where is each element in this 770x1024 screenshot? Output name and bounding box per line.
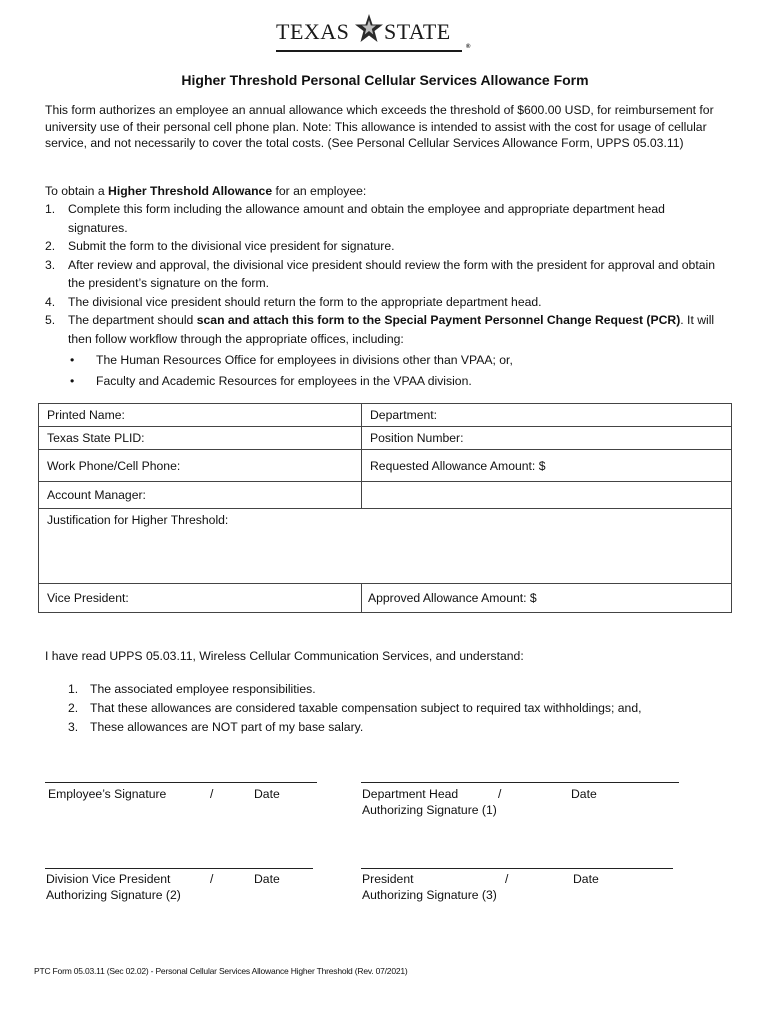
form-footer: PTC Form 05.03.11 (Sec 02.02) - Personal Cellular Services Allowance Higher Threshold (Rev. 07/2021) (34, 966, 408, 976)
office-list (68, 350, 725, 392)
ack-text: The associated employee responsibilities. (90, 682, 316, 696)
obtain-prefix: To obtain a (45, 184, 109, 198)
step-number: 3. (45, 257, 56, 272)
step-item (45, 200, 725, 237)
employee-signature-line[interactable] (45, 782, 317, 783)
employee-signature-label: Employee’s Signature (48, 787, 167, 801)
step-item (45, 311, 725, 392)
division-vp-label: Division Vice President (46, 872, 171, 886)
logo-text-right: STATE (384, 19, 451, 44)
phone-field[interactable]: Work Phone/Cell Phone: (39, 450, 362, 482)
ack-text: That these allowances are considered taxable compensation subject to required tax withholdings; and, (90, 701, 642, 715)
slash-separator: / (210, 872, 214, 886)
step-number: 1. (45, 202, 56, 216)
step-item (45, 237, 725, 256)
step-item (45, 256, 725, 293)
office-text: The Human Resources Office for employees in divisions other than VPAA; or, (96, 353, 513, 367)
office-text: Faculty and Academic Resources for employees in the VPAA division. (96, 374, 472, 388)
printed-name-field[interactable]: Printed Name: (39, 404, 362, 427)
division-vp-sub-label: Authorizing Signature (2) (46, 888, 181, 902)
ack-number: 2. (68, 701, 79, 715)
obtain-instruction (45, 184, 366, 198)
step-text: Submit the form to the divisional vice president for signature. (68, 239, 395, 253)
division-vp-signature-line[interactable] (45, 868, 313, 869)
employee-info-table (38, 403, 732, 613)
president-label: President (362, 872, 414, 886)
form-title: Higher Threshold Personal Cellular Services Allowance Form (181, 72, 589, 88)
office-list-item (68, 350, 725, 371)
slash-separator: / (210, 787, 214, 801)
step-number: 5. (45, 313, 56, 327)
ack-item (68, 699, 641, 718)
obtain-suffix: for an employee: (272, 184, 367, 198)
ack-text: These allowances are NOT part of my base salary. (90, 720, 364, 734)
obtain-bold: Higher Threshold Allowance (108, 184, 273, 198)
texas-state-logo (276, 14, 476, 54)
requested-amount-field[interactable]: Requested Allowance Amount: $ (362, 450, 732, 482)
slash-separator: / (505, 872, 509, 886)
president-sub-label: Authorizing Signature (3) (362, 888, 497, 902)
step-text-prefix: The department should (68, 313, 197, 327)
office-list-item (68, 371, 725, 392)
registered-mark: ® (466, 44, 471, 50)
step-text-suffix: . It will then follow workflow through the appropriate offices, including: (68, 313, 715, 346)
approved-amount-field[interactable]: Approved Allowance Amount: $ (362, 584, 732, 613)
department-field[interactable]: Department: (362, 404, 732, 427)
ack-number: 1. (68, 682, 79, 696)
step-text: The divisional vice president should return the form to the appropriate department head. (68, 294, 542, 309)
logo-text-left: TEXAS (276, 19, 350, 44)
step-text: Complete this form including the allowance amount and obtain the employee and appropriate department head signatures. (68, 202, 665, 235)
date-label: Date (254, 872, 280, 886)
vice-president-field[interactable]: Vice President: (39, 584, 362, 613)
ack-item (68, 680, 641, 699)
president-signature-line[interactable] (361, 868, 673, 869)
slash-separator: / (498, 787, 502, 801)
instruction-steps (45, 200, 725, 392)
acknowledgement-statement: I have read UPPS 05.03.11, Wireless Cellular Communication Services, and understand: (45, 649, 524, 663)
justification-field[interactable]: Justification for Higher Threshold: (39, 509, 732, 584)
step-number: 2. (45, 239, 56, 253)
account-manager-field[interactable]: Account Manager: (39, 482, 362, 509)
empty-cell (362, 482, 732, 509)
date-label: Date (571, 787, 597, 801)
star-icon (354, 12, 384, 46)
date-label: Date (573, 872, 599, 886)
plid-field[interactable]: Texas State PLID: (39, 427, 362, 450)
dept-head-label: Department Head (362, 787, 459, 801)
acknowledgement-list (68, 680, 641, 737)
bullet-icon: • (70, 353, 75, 367)
date-label: Date (254, 787, 280, 801)
logo-rule (276, 50, 462, 52)
step-number: 4. (45, 294, 56, 309)
step-item (45, 293, 725, 312)
ack-item (68, 718, 641, 737)
step-text-bold: scan and attach this form to the Special Payment Personnel Change Request (PCR) (196, 313, 681, 327)
step-text: After review and approval, the divisional vice president should review the form with the president for approval and obtain the president’s signature on the form. (68, 257, 715, 290)
dept-head-sub-label: Authorizing Signature (1) (362, 803, 497, 817)
position-number-field[interactable]: Position Number: (362, 427, 732, 450)
intro-paragraph: This form authorizes an employee an annual allowance which exceeds the threshold of $600.00 USD, for reimbursement for university use of their personal cell phone plan. Note: This allowance is intended to assist with the cost for usage of cellular service, and not necessarily to cover the total costs. (See Personal Cellular Services Allowance Form, UPPS 05.03.11) (45, 103, 714, 150)
bullet-icon: • (70, 374, 75, 388)
ack-number: 3. (68, 720, 79, 734)
dept-head-signature-line[interactable] (361, 782, 679, 783)
